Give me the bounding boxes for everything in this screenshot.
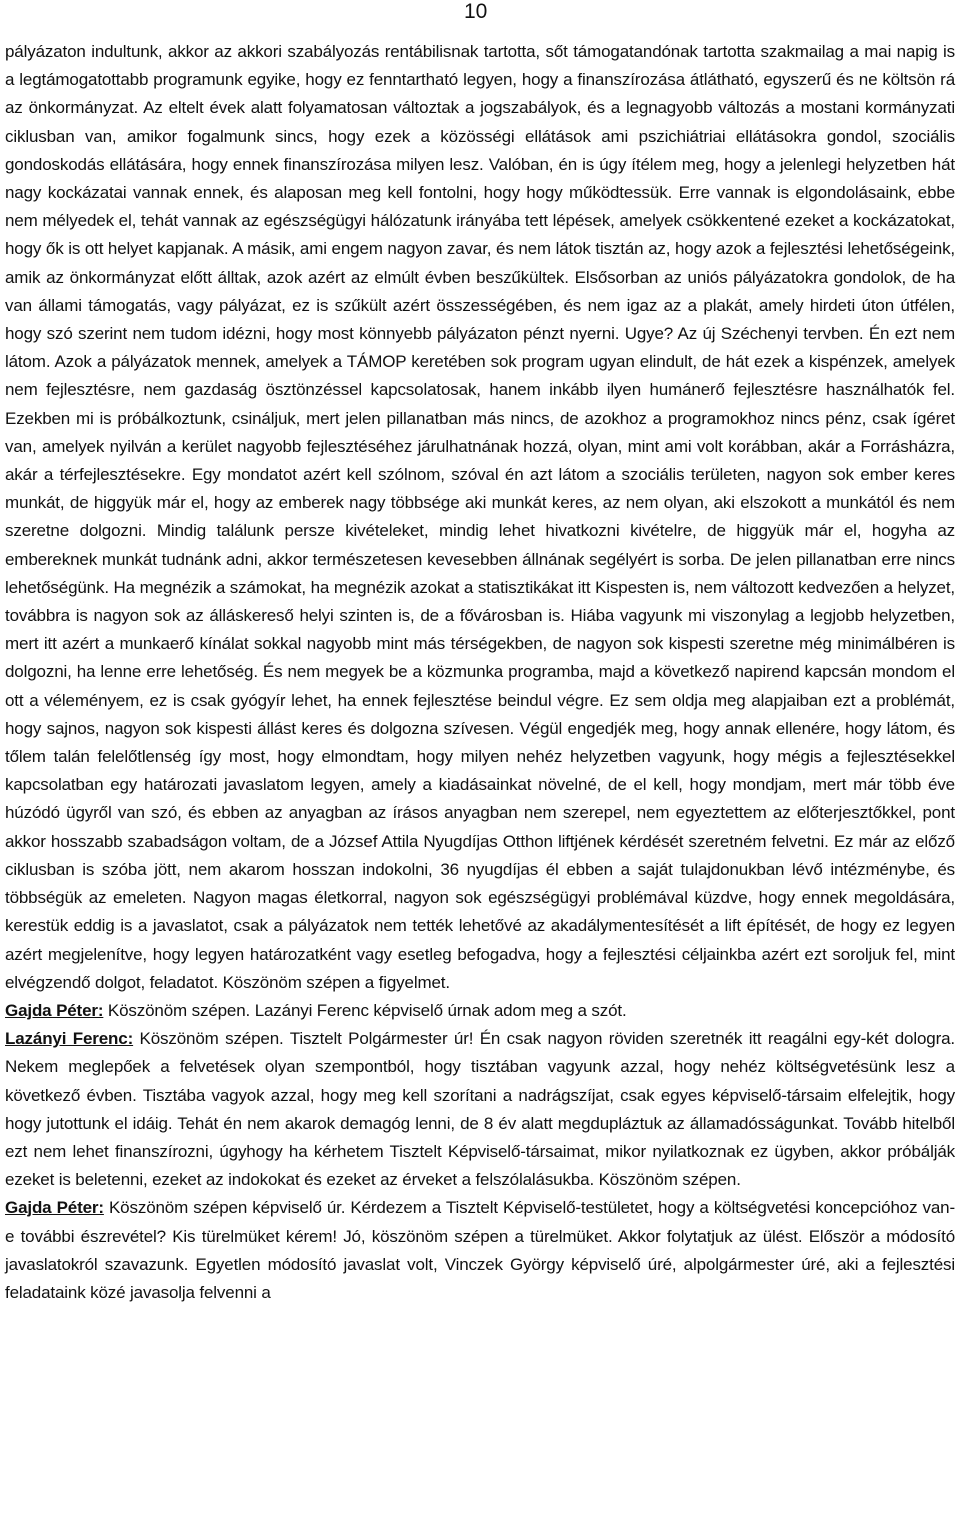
paragraph-text: Köszönöm szépen. Lazányi Ferenc képviselő úrnak adom meg a szót.: [103, 1000, 627, 1020]
paragraph-text: pályázaton indultunk, akkor az akkori szabályozás rentábilisnak tartotta, sőt támogatandónak tartotta szakmailag a mai napig is a legtámogatottabb programunk egyike, hogy ez fenntartható legyen, hogy a finanszírozása átlátható, egyszerű és ne költsön rá az önkormányzat. Az eltelt évek alatt folyamatosan változtak a jogszabályok, és a legnagyobb változás a mostani kormányzati ciklusban van, amikor fogalmunk sincs, hogy ezek a közösségi ellátások ami pszichiátriai ellátásokra gondol, szociális gondoskodás ellátására, hogy ennek finanszírozása milyen lesz. Valóban, én is úgy ítélem meg, hogy a jelenlegi helyzetben hát nagy kockázatai vannak ennek, és alaposan meg kell fontolni, hogy hogy működtessük. Erre vannak is elgondolásaink, ebbe nem mélyedek el, tehát vannak az egészségügyi hálózatunk irányába tett lépések, amelyek csökkentené ezeket a kockázatokat, hogy ők is ott helyet kapjanak. A másik, ami engem nagyon zavar, és nem látok tisztán az, hogy azok a fejlesztési lehetőségeink, amik az önkormányzat előtt álltak, azok azért az elmúlt évben beszűkültek. Elsősorban az uniós pályázatokra gondolok, de ha van állami támogatás, vagy pályázat, ez is szűkült azért összességében, és nem igaz az a plakát, amely hirdeti úton útfélen, hogy szó szerint nem tudom idézni, hogy most könnyebb pályázaton pénzt nyerni. Ugye? Az új Széchenyi tervben. Én ezt nem látom. Azok a pályázatok mennek, amelyek a TÁMOP keretében sok program ugyan elindult, de hát ezek a kispénzek, amelyek nem fejlesztésre, nem gazdaság ösztönzéssel kapcsolatosak, hanem inkább ilyen humánerő fejlesztésre használhatók fel. Ezekben mi is próbálkoztunk, csináljuk, mert jelen pillanatban más nincs, de azokhoz a programokhoz nincs pénz, csak ígéret van, amelyek nyilván a kerület nagyobb fejlesztéséhez járulhatnának hozzá, olyan, mint ami volt korábban, akár a Forrásházra, akár a térfejlesztésekre. Egy mondatot azért kell szólnom, szóval én azt látom a szociális területen, nagyon sok ember keres munkát, de higgyük már el, hogy az emberek nagy többsége aki munkát keres, az nem olyan, aki elszokott a munkától és nem szeretne dolgozni. Mindig találunk persze kivételeket, mindig lehet hivatkozni kivételre, de higgyük már el, hogyha az embereknek munkát tudnánk adni, akkor természetesen kevesebben állnának segélyért is sorba. De jelen pillanatban erre nincs lehetőségünk. Ha megnézik a számokat, ha megnézik azokat a statisztikákat itt Kispesten is, nem változott kedvezően a helyzet, továbbra is nagyon sok az álláskereső helyi szinten is, de a fővárosban is. Hiába vagyunk mi viszonylag a legjobb helyzetben, mert itt azért a munkaerő kínálat sokkal nagyobb mint más térségekben, de nagyon sok kispesti szeretne még minimálbéren is dolgozni, ha lenne erre lehetőség. És nem megyek be a közmunka programba, majd a következő napirend kapcsán mondom el ott a véleményem, ez is csak gyógyír lehet, ha ennek fejlesztése beindul végre. Ez sem oldja meg alapjaiban ezt a problémát, hogy sajnos, nagyon sok kispesti állást keres és dolgozna szívesen. Végül engedjék meg, hogy annak ellenére, hogy látom, és tőlem talán felelőtlenség így most, hogy elmondtam, hogy milyen nehéz helyzetben vagyunk, hogy mégis a fejlesztésekkel kapcsolatban egy határozati javaslatom legyen, amely a kiadásainkat növelné, de el kell, hogy mondjam, mert már több éve húzódó ügyről van szó, és ebben az anyagban az írásos anyagban nem szerepel, nem egyeztettem az előterjesztőkkel, pont akkor hosszabb szabadságon voltam, de a József Attila Nyugdíjas Otthon liftjének kérdését szeretném felvetni. Ez már az előző ciklusban is szóba jött, nem akarom hosszan indokolni, 36 nyugdíjas él ebben a saját tulajdonukban lévő intézménybe, és többségük az emeleten. Nagyon magas életkorral, nagyon sok egészségügyi problémával küzdve, hogy ennek megoldására, kerestük eddig is a javaslatot, csak a pályázatok nem tették lehetővé az akadálymentesítését a lift építését, de hogy ez legyen azért megjelenítve, hogy legyen határozatként vagy esetleg befogadva, hogy a fejlesztési céljainkba azért ezt soroljuk fel, mint elvégzendő dolgot, feladatot. Köszönöm szépen a figyelmet.: [5, 42, 955, 992]
speaker-name: Gajda Péter:: [5, 1198, 104, 1218]
paragraph: [5, 1194, 955, 1307]
paragraph: [5, 997, 955, 1025]
paragraph-text: Köszönöm szépen képviselő úr. Kérdezem a Tisztelt Képviselő-testületet, hogy a költségvetési koncepcióhoz van-e további észrevétel? Kis türelmüket kérem! Jó, köszönöm szépen a türelmüket. Akkor folytatjuk az ülést. Először a módosító javaslatokról szavazunk. Egyetlen módosító javaslat volt, Vinczek György képviselő úré, alpolgármester úré, aki a fejlesztési feladataink közé javasolja felvenni a: [5, 1198, 955, 1302]
page-number: 10: [464, 0, 488, 23]
paragraph: [5, 38, 955, 997]
speaker-name: Gajda Péter:: [5, 1000, 104, 1020]
paragraph: [5, 1025, 955, 1194]
document-body: [5, 38, 955, 1307]
paragraph-text: Köszönöm szépen. Tisztelt Polgármester úr! Én csak nagyon röviden szeretnék itt reagálni egy-két dologra. Nekem meglepőek a felvetések olyan szempontból, hogy tisztában vagyunk azzal, hogy nehéz költségvetésünk lesz a következő évben. Tisztába vagyok azzal, hogy meg kell szorítani a nadrágszíjat, csak egyes képviselő-társaim elfelejtik, hogy hogy jutottunk el idáig. Tehát én nem akarok demagóg lenni, de 8 év alatt megdupláztuk az államadósságunkat. Tovább hitelből ezt nem lehet finanszírozni, úgyhogy ha kérhetem Tisztelt Képviselő-társaimat, mikor nyilatkoznak ez ügyben, akkor próbálják ezeket is beletenni, ezeket az indokokat és ezeket az érveket a felszólalásukba. Köszönöm szépen.: [5, 1029, 955, 1190]
speaker-name: Lazányi Ferenc:: [5, 1029, 134, 1049]
